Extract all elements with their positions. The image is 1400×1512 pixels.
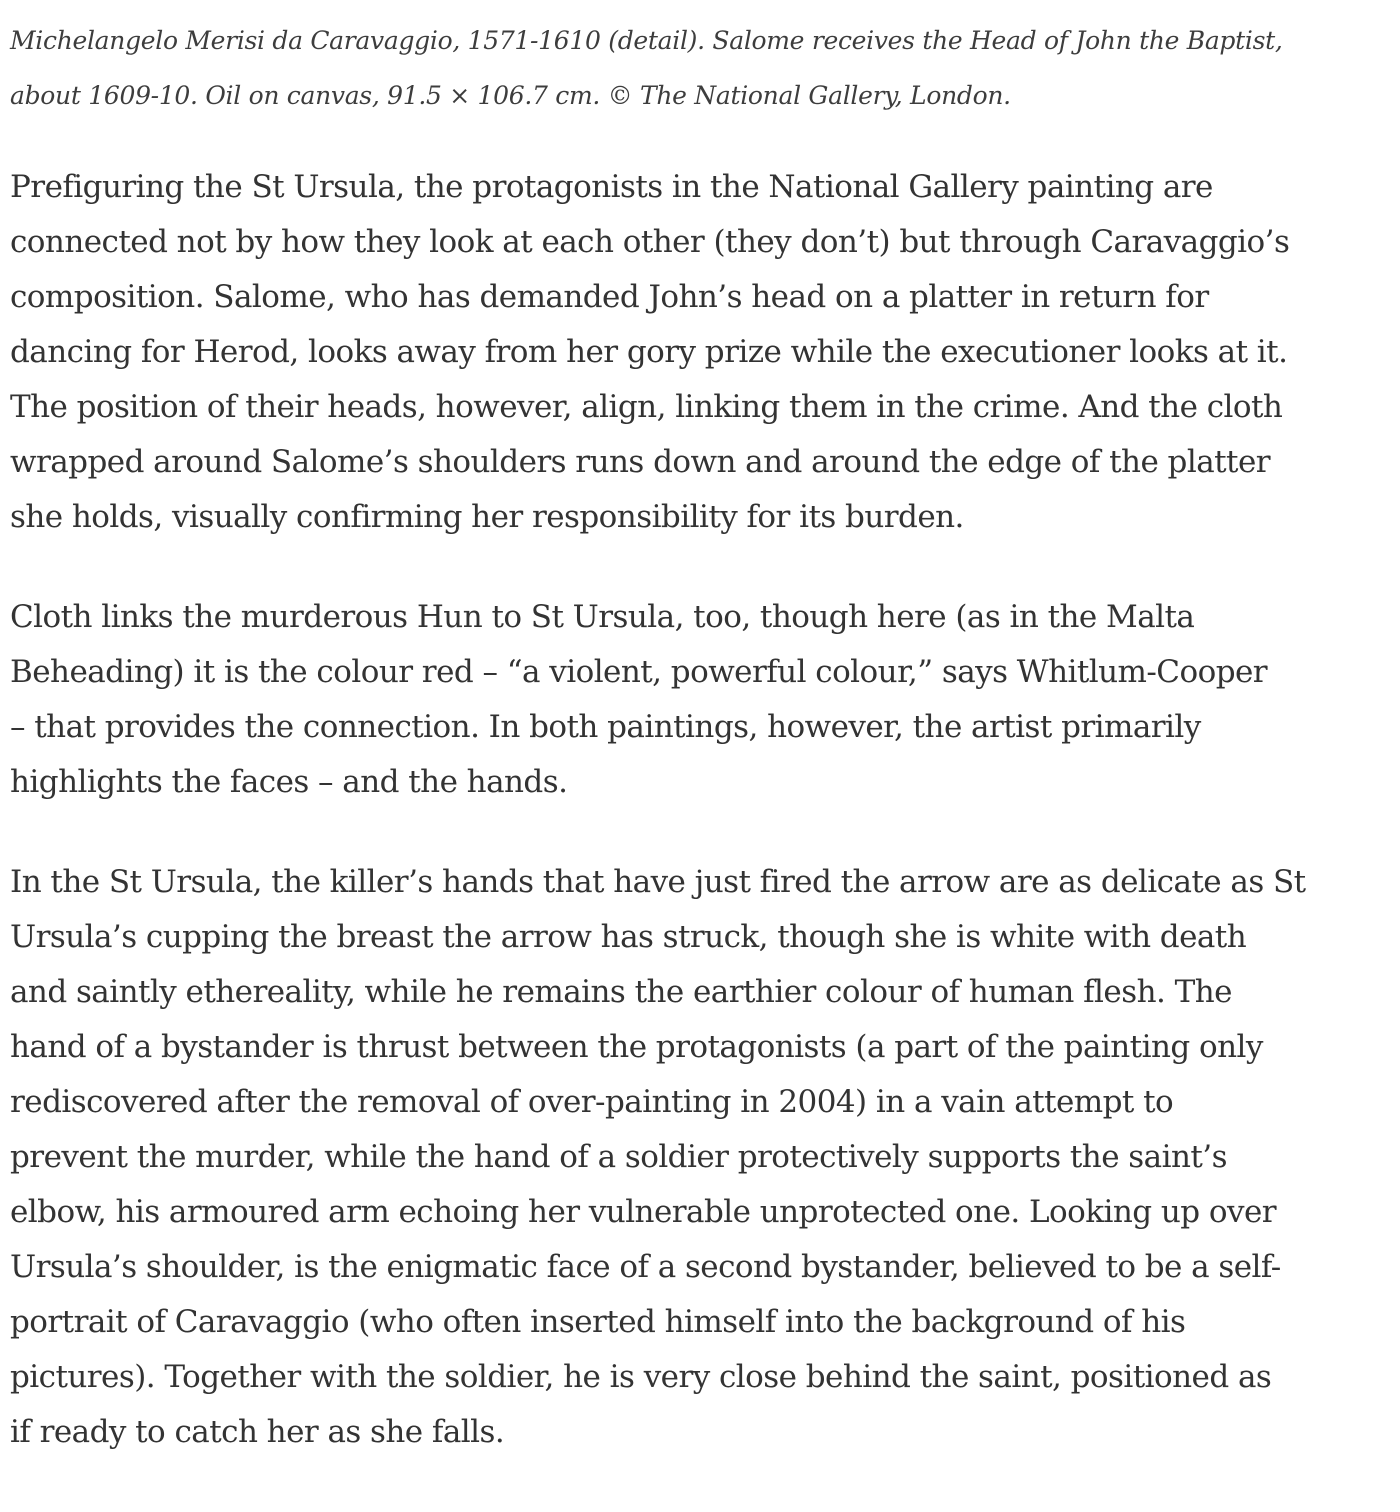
paragraph-line: Ursula’s shoulder, is the enigmatic face of a second bystander, believed to be a self- [10,1249,1281,1285]
paragraph-line: rediscovered after the removal of over-painting in 2004) in a vain attempt to [10,1084,1174,1120]
paragraph-line: pictures). Together with the soldier, he is very close behind the saint, positioned as [10,1359,1272,1395]
article [10,0,1390,1505]
caption-line: about 1609-10. Oil on canvas, 91.5 × 106.7 cm. © The National Gallery, London. [10,81,1011,110]
article-body [10,160,1390,1460]
paragraph-hands [10,855,1390,1460]
paragraph-line: The position of their heads, however, align, linking them in the crime. And the cloth [10,389,1283,425]
paragraph-line: portrait of Caravaggio (who often inserted himself into the background of his [10,1304,1186,1340]
paragraph-line: she holds, visually confirming her responsibility for its burden. [10,499,964,535]
paragraph-line: highlights the faces – and the hands. [10,764,568,800]
paragraph-line: prevent the murder, while the hand of a soldier protectively supports the saint’s [10,1139,1227,1175]
paragraph-line: wrapped around Salome’s shoulders runs down and around the edge of the platter [10,444,1271,480]
paragraph-line: dancing for Herod, looks away from her gory prize while the executioner looks at it. [10,334,1288,370]
paragraph-salome [10,160,1390,545]
paragraph-line: hand of a bystander is thrust between the protagonists (a part of the painting only [10,1029,1263,1065]
paragraph-line: In the St Ursula, the killer’s hands that have just fired the arrow are as delicate as St [10,864,1306,900]
caption-line: Michelangelo Merisi da Caravaggio, 1571-1610 (detail). Salome receives the Head of John the Baptist, [10,26,1283,55]
paragraph-line: Prefiguring the St Ursula, the protagonists in the National Gallery painting are [10,169,1213,205]
image-caption [10,13,1390,123]
paragraph-line: connected not by how they look at each other (they don’t) but through Caravaggio’s [10,224,1290,260]
paragraph-line: and saintly ethereality, while he remains the earthier colour of human flesh. The [10,974,1232,1010]
paragraph-line: composition. Salome, who has demanded John’s head on a platter in return for [10,279,1209,315]
paragraph-line: elbow, his armoured arm echoing her vulnerable unprotected one. Looking up over [10,1194,1277,1230]
paragraph-line: if ready to catch her as she falls. [10,1414,505,1450]
paragraph-cloth [10,590,1390,810]
paragraph-line: Ursula’s cupping the breast the arrow has struck, though she is white with death [10,919,1247,955]
paragraph-line: – that provides the connection. In both paintings, however, the artist primarily [10,709,1201,745]
paragraph-line: Beheading) it is the colour red – “a violent, powerful colour,” says Whitlum-Cooper [10,654,1268,690]
paragraph-line: Cloth links the murderous Hun to St Ursula, too, though here (as in the Malta [10,599,1195,635]
